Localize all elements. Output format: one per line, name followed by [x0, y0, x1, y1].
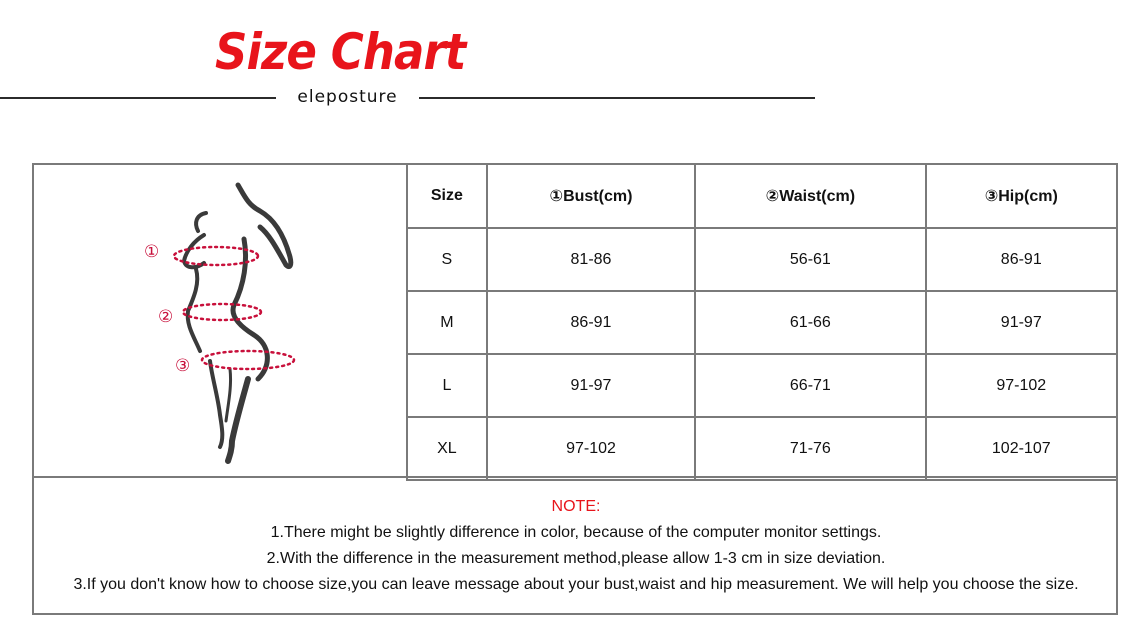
header-waist: ②Waist(cm) — [695, 164, 925, 228]
bust-cell: 86-91 — [487, 291, 695, 354]
hip-cell: 91-97 — [926, 291, 1117, 354]
size-table — [406, 163, 1118, 481]
waist-cell: 61-66 — [695, 291, 925, 354]
page-title: Size Chart — [215, 23, 466, 81]
hip-marker: ③ — [175, 356, 191, 376]
hip-cell: 102-107 — [926, 417, 1117, 480]
note-line-2: 2.With the difference in the measurement method,please allow 1-3 cm in size deviation. — [266, 550, 886, 567]
header-divider-left — [0, 97, 276, 99]
waist-cell: 66-71 — [695, 354, 925, 417]
waist-cell: 71-76 — [695, 417, 925, 480]
waist-marker: ② — [158, 307, 174, 327]
header-hip: ③Hip(cm) — [926, 164, 1117, 228]
header-divider-right — [419, 97, 815, 99]
size-cell: M — [407, 291, 487, 354]
notes-divider — [32, 476, 1118, 478]
size-cell: S — [407, 228, 487, 291]
waist-cell: 56-61 — [695, 228, 925, 291]
bust-cell: 81-86 — [487, 228, 695, 291]
note-line-3: 3.If you don't know how to choose size,you can leave message about your bust,waist and hip measurement. We will help you choose the size. — [73, 576, 1079, 593]
bust-cell: 97-102 — [487, 417, 695, 480]
body-measurement-figure — [34, 165, 406, 476]
table-row — [407, 354, 1117, 417]
header-bust: ①Bust(cm) — [487, 164, 695, 228]
table-row — [407, 291, 1117, 354]
note-line-1: 1.There might be slightly difference in color, because of the computer monitor settings. — [270, 524, 882, 541]
table-header-row — [407, 164, 1117, 228]
size-cell: XL — [407, 417, 487, 480]
hip-cell: 86-91 — [926, 228, 1117, 291]
header-size: Size — [407, 164, 487, 228]
bust-marker: ① — [144, 242, 160, 262]
notes-title: NOTE: — [551, 498, 601, 515]
brand-name: eleposture — [297, 87, 398, 107]
table-row — [407, 228, 1117, 291]
notes-section — [34, 494, 1118, 598]
bust-cell: 91-97 — [487, 354, 695, 417]
size-cell: L — [407, 354, 487, 417]
hip-cell: 97-102 — [926, 354, 1117, 417]
table-row — [407, 417, 1117, 480]
